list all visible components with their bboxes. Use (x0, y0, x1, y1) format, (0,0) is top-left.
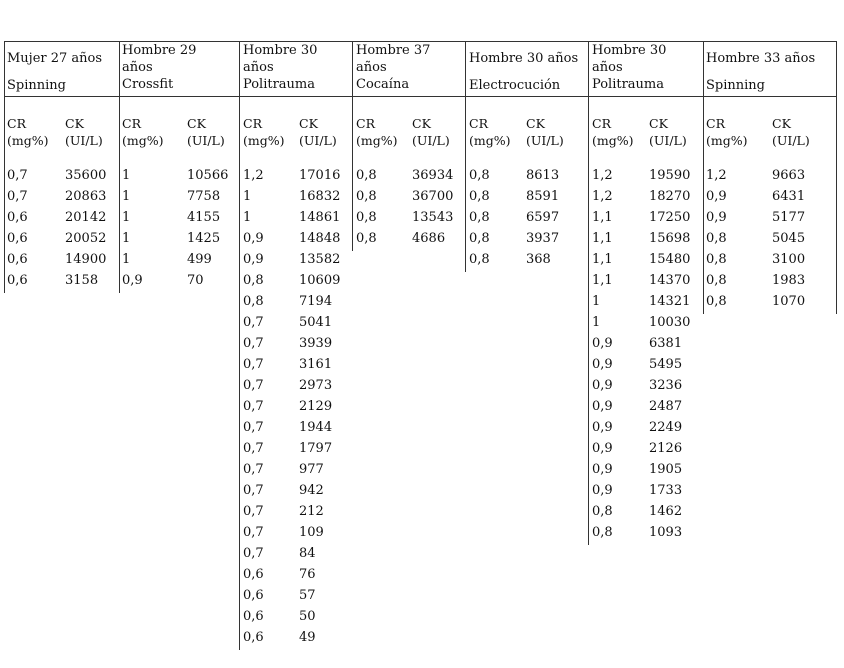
ck-value: 1070 (772, 294, 806, 309)
ck-value: 2126 (649, 441, 683, 456)
ck-value: 3939 (299, 336, 333, 351)
cr-label: CR (592, 116, 611, 131)
cr-value: 0,7 (243, 378, 264, 393)
cr-value: 0,8 (356, 168, 377, 183)
cr-unit: (mg%) (706, 133, 748, 148)
patient-header-line: años (243, 60, 274, 75)
cr-value: 0,8 (592, 525, 613, 540)
ck-value: 8591 (526, 189, 560, 204)
cr-value: 0,7 (243, 441, 264, 456)
ck-value: 2249 (649, 420, 683, 435)
cr-label: CR (7, 116, 26, 131)
cr-value: 0,9 (706, 210, 727, 225)
cr-value: 1,2 (706, 168, 727, 183)
patient-header-line: Mujer 27 años (7, 51, 103, 66)
ck-value: 14900 (65, 252, 107, 267)
ck-value: 14861 (299, 210, 341, 225)
ck-value: 6431 (772, 189, 806, 204)
ck-unit: (UI/L) (772, 133, 810, 148)
cr-label: CR (122, 116, 141, 131)
patient-header-line: años (122, 60, 153, 75)
cr-value: 0,9 (592, 378, 613, 393)
cr-label: CR (706, 116, 725, 131)
ck-value: 368 (526, 252, 551, 267)
cr-value: 0,9 (592, 357, 613, 372)
ck-value: 4686 (412, 231, 446, 246)
cr-value: 1,1 (592, 231, 613, 246)
ck-value: 13582 (299, 252, 341, 267)
cr-value: 0,9 (243, 231, 264, 246)
patient-header (356, 42, 430, 93)
cr-unit-header (7, 115, 49, 149)
cr-unit-header (243, 115, 285, 149)
cr-value: 1 (592, 294, 601, 309)
cr-value: 0,9 (592, 441, 613, 456)
ck-value: 1905 (649, 462, 683, 477)
ck-unit: (UI/L) (299, 133, 337, 148)
column-divider (836, 41, 837, 314)
cr-value: 1 (122, 189, 131, 204)
cr-value: 0,8 (706, 294, 727, 309)
ck-value: 6597 (526, 210, 560, 225)
ck-unit-header (187, 115, 225, 149)
cr-value: 0,9 (706, 189, 727, 204)
patient-header-line: Cocaína (356, 77, 410, 92)
ck-value: 2487 (649, 399, 683, 414)
ck-label: CK (65, 116, 84, 131)
ck-value: 57 (299, 588, 316, 603)
cr-value: 0,8 (706, 252, 727, 267)
ck-value: 2973 (299, 378, 333, 393)
cr-value: 0,9 (592, 420, 613, 435)
patient-header-line: Hombre 33 años (706, 51, 816, 66)
ck-value: 3100 (772, 252, 806, 267)
ck-label: CK (187, 116, 206, 131)
column-divider (239, 41, 240, 650)
cr-unit-header (469, 115, 511, 149)
patient-header-line: Hombre 30 (592, 43, 667, 58)
ck-value: 15480 (649, 252, 691, 267)
ck-unit-header (772, 115, 810, 149)
ck-unit: (UI/L) (187, 133, 225, 148)
ck-value: 15698 (649, 231, 691, 246)
ck-value: 17250 (649, 210, 691, 225)
cr-value: 0,8 (356, 210, 377, 225)
ck-value: 3236 (649, 378, 683, 393)
cr-value: 1,2 (592, 168, 613, 183)
ck-value: 84 (299, 546, 316, 561)
cr-unit-header (592, 115, 634, 149)
cr-unit: (mg%) (243, 133, 285, 148)
ck-value: 7194 (299, 294, 333, 309)
ck-unit: (UI/L) (649, 133, 687, 148)
cr-value: 1 (122, 168, 131, 183)
ck-value: 20142 (65, 210, 107, 225)
column-divider (352, 41, 353, 251)
cr-unit-header (706, 115, 748, 149)
column-divider (4, 41, 5, 293)
cr-value: 0,7 (7, 168, 28, 183)
ck-value: 1462 (649, 504, 683, 519)
cr-unit: (mg%) (356, 133, 398, 148)
ck-value: 1425 (187, 231, 221, 246)
ck-unit: (UI/L) (65, 133, 103, 148)
cr-value: 0,8 (356, 189, 377, 204)
column-divider (588, 41, 589, 545)
cr-unit: (mg%) (592, 133, 634, 148)
cr-label: CR (356, 116, 375, 131)
patient-header-line: Crossfit (122, 77, 174, 92)
cr-value: 0,6 (7, 252, 28, 267)
cr-value: 0,9 (243, 252, 264, 267)
ck-value: 3161 (299, 357, 333, 372)
ck-value: 17016 (299, 168, 341, 183)
cr-value: 1,1 (592, 210, 613, 225)
ck-value: 109 (299, 525, 324, 540)
ck-value: 10566 (187, 168, 229, 183)
cr-value: 1 (592, 315, 601, 330)
cr-value: 0,8 (469, 252, 490, 267)
cr-value: 0,7 (243, 504, 264, 519)
cr-value: 0,8 (356, 231, 377, 246)
ck-value: 977 (299, 462, 324, 477)
ck-label: CK (772, 116, 791, 131)
cr-value: 0,6 (7, 231, 28, 246)
cr-unit: (mg%) (469, 133, 511, 148)
ck-value: 5177 (772, 210, 806, 225)
ck-value: 18270 (649, 189, 691, 204)
ck-value: 10030 (649, 315, 691, 330)
ck-value: 36934 (412, 168, 454, 183)
cr-value: 0,9 (592, 336, 613, 351)
cr-value: 1,1 (592, 273, 613, 288)
ck-value: 16832 (299, 189, 341, 204)
patient-header-line: años (592, 60, 623, 75)
cr-value: 0,9 (592, 462, 613, 477)
patient-header (592, 42, 666, 93)
cr-value: 0,9 (122, 273, 143, 288)
ck-unit-header (526, 115, 564, 149)
cr-value: 0,6 (243, 588, 264, 603)
patient-header-line: Hombre 37 (356, 43, 431, 58)
cr-value: 0,6 (243, 630, 264, 645)
ck-unit-header (299, 115, 337, 149)
cr-label: CR (469, 116, 488, 131)
cr-label: CR (243, 116, 262, 131)
ck-value: 2129 (299, 399, 333, 414)
cr-value: 0,8 (469, 210, 490, 225)
patient-header (706, 50, 815, 94)
patient-header (243, 42, 317, 93)
ck-value: 49 (299, 630, 316, 645)
ck-value: 35600 (65, 168, 107, 183)
cr-value: 0,6 (7, 210, 28, 225)
cr-value: 0,8 (469, 189, 490, 204)
ck-unit: (UI/L) (412, 133, 450, 148)
cr-value: 1 (122, 231, 131, 246)
cr-value: 0,8 (469, 168, 490, 183)
ck-value: 70 (187, 273, 204, 288)
cr-value: 0,7 (243, 357, 264, 372)
cr-unit: (mg%) (7, 133, 49, 148)
ck-value: 13543 (412, 210, 454, 225)
column-divider (465, 41, 466, 272)
cr-value: 0,9 (592, 399, 613, 414)
ck-value: 5045 (772, 231, 806, 246)
ck-value: 50 (299, 609, 316, 624)
cr-value: 0,8 (706, 231, 727, 246)
cr-value: 0,8 (706, 273, 727, 288)
ck-value: 76 (299, 567, 316, 582)
cr-value: 0,7 (243, 546, 264, 561)
cr-value: 0,7 (243, 483, 264, 498)
cr-value: 0,9 (592, 483, 613, 498)
ck-value: 14321 (649, 294, 691, 309)
cr-unit-header (356, 115, 398, 149)
ck-unit: (UI/L) (526, 133, 564, 148)
cr-value: 0,7 (243, 399, 264, 414)
ck-value: 20863 (65, 189, 107, 204)
cr-value: 1,2 (243, 168, 264, 183)
cr-unit: (mg%) (122, 133, 164, 148)
cr-value: 0,6 (243, 567, 264, 582)
cr-value: 1 (243, 210, 252, 225)
ck-label: CK (526, 116, 545, 131)
cr-value: 1,2 (592, 189, 613, 204)
cr-value: 0,7 (7, 189, 28, 204)
patient-header-line: años (356, 60, 387, 75)
patient-header (469, 50, 578, 94)
ck-value: 942 (299, 483, 324, 498)
patient-header-line: Spinning (7, 78, 66, 93)
ck-unit-header (65, 115, 103, 149)
ck-value: 7758 (187, 189, 221, 204)
ck-value: 10609 (299, 273, 341, 288)
patient-header-line: Hombre 30 años (469, 51, 579, 66)
ck-value: 19590 (649, 168, 691, 183)
ck-value: 14848 (299, 231, 341, 246)
ck-value: 9663 (772, 168, 806, 183)
ck-value: 3937 (526, 231, 560, 246)
cr-unit-header (122, 115, 164, 149)
patient-header-line: Politrauma (592, 77, 665, 92)
ck-value: 14370 (649, 273, 691, 288)
ck-value: 1093 (649, 525, 683, 540)
ck-value: 1983 (772, 273, 806, 288)
header-bottom-rule (4, 96, 836, 97)
cr-value: 0,7 (243, 315, 264, 330)
ck-value: 1733 (649, 483, 683, 498)
ck-value: 3158 (65, 273, 99, 288)
cr-value: 1 (122, 252, 131, 267)
ck-value: 6381 (649, 336, 683, 351)
ck-value: 20052 (65, 231, 107, 246)
ck-value: 212 (299, 504, 324, 519)
ck-value: 1797 (299, 441, 333, 456)
cr-value: 0,7 (243, 462, 264, 477)
ck-unit-header (412, 115, 450, 149)
cr-value: 0,8 (243, 273, 264, 288)
ck-unit-header (649, 115, 687, 149)
ck-value: 5041 (299, 315, 333, 330)
ck-value: 4155 (187, 210, 221, 225)
cr-value: 0,8 (469, 231, 490, 246)
cr-value: 0,8 (243, 294, 264, 309)
column-divider (703, 41, 704, 314)
cr-value: 0,7 (243, 420, 264, 435)
patient-header-line: Politrauma (243, 77, 316, 92)
cr-value: 1 (243, 189, 252, 204)
cr-value: 0,6 (243, 609, 264, 624)
patient-header-line: Spinning (706, 78, 765, 93)
ck-value: 1944 (299, 420, 333, 435)
patient-header (7, 50, 102, 94)
ck-label: CK (299, 116, 318, 131)
column-divider (119, 41, 120, 293)
ck-label: CK (649, 116, 668, 131)
ck-value: 5495 (649, 357, 683, 372)
cr-value: 0,6 (7, 273, 28, 288)
ck-value: 499 (187, 252, 212, 267)
patient-header-line: Hombre 29 (122, 43, 197, 58)
ck-label: CK (412, 116, 431, 131)
cr-value: 1,1 (592, 252, 613, 267)
cr-value: 1 (122, 210, 131, 225)
patient-header-line: Hombre 30 (243, 43, 318, 58)
cr-value: 0,8 (592, 504, 613, 519)
patient-header-line: Electrocución (469, 78, 561, 93)
ck-value: 36700 (412, 189, 454, 204)
patient-header (122, 42, 196, 93)
cr-value: 0,7 (243, 525, 264, 540)
cr-value: 0,7 (243, 336, 264, 351)
ck-value: 8613 (526, 168, 560, 183)
